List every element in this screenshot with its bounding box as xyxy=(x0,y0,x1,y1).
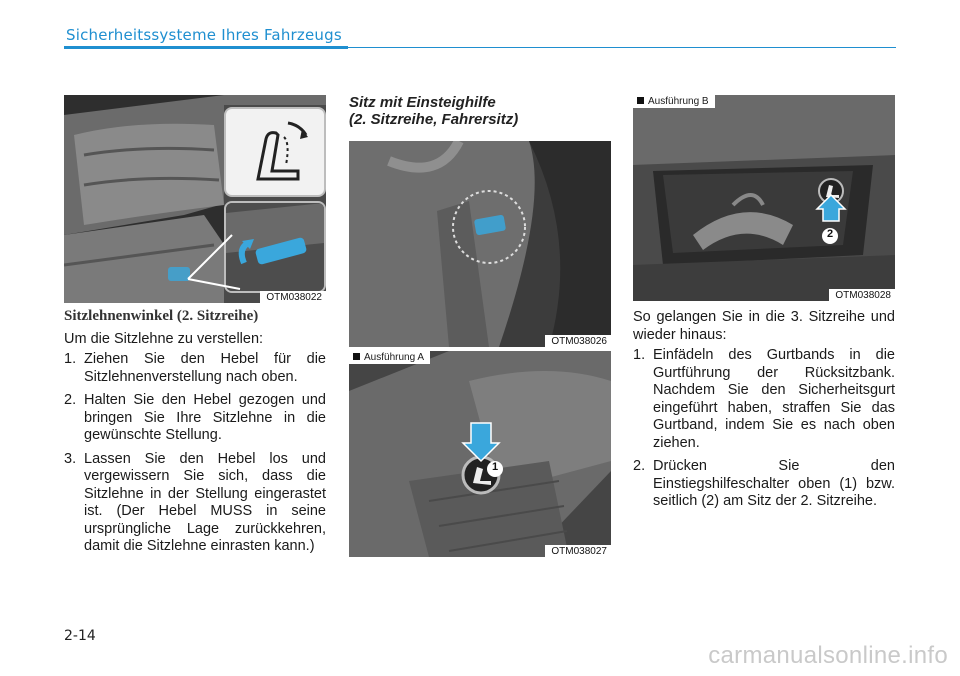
seat-recline-photo xyxy=(64,95,326,303)
variant-label: Ausführung A xyxy=(349,351,430,364)
image-code: OTM038028 xyxy=(829,289,895,301)
variant-label: Ausführung B xyxy=(633,95,715,108)
list-item: 1. Ziehen Sie den Hebel für die Sitzlehnenverstellung nach oben. xyxy=(64,351,326,385)
bullet-square-icon xyxy=(637,97,644,104)
list-item: 2. Drücken Sie den Einstiegshilfeschalter oben (1) bzw. seitlich (2) am Sitz der 2. Sitzreihe. xyxy=(633,458,895,509)
left-intro: Um die Sitzlehne zu verstellen: xyxy=(64,331,264,347)
image-code: OTM038022 xyxy=(260,291,326,303)
subsection-heading-italic: Sitz mit Einsteighilfe (2. Sitzreihe, Fahrersitz) xyxy=(349,94,519,128)
left-steps-list xyxy=(64,351,326,562)
callout-number: 2 xyxy=(826,228,834,240)
image-code: OTM038027 xyxy=(545,545,611,557)
section-title: Sicherheitssysteme Ihres Fahrzeugs xyxy=(66,26,342,44)
easy-access-switch-photo-b xyxy=(633,95,895,301)
image-code: OTM038026 xyxy=(545,335,611,347)
list-item: 2. Halten Sie den Hebel gezogen und bringen Sie Ihre Sitzlehne in die gewünschte Stellung. xyxy=(64,392,326,443)
header-rule-thick xyxy=(64,46,348,49)
callout-number: 1 xyxy=(491,461,499,473)
bullet-square-icon xyxy=(353,353,360,360)
right-steps-list xyxy=(633,347,895,517)
watermark: carmanualsonline.info xyxy=(708,642,948,669)
header-rule-thin xyxy=(348,47,896,48)
list-item: 1. Einfädeln des Gurtbands in die Gurtführung der Rücksitzbank. Nachdem Sie den Sicherheitsgurt eingeführt haben, straffen Sie das Gurtband, indem Sie es nach oben ziehen. xyxy=(633,347,895,451)
seatbelt-guide-photo xyxy=(349,141,611,347)
right-intro: So gelangen Sie in die 3. Sitzreihe und wieder hinaus: xyxy=(633,309,895,343)
easy-access-switch-photo-a xyxy=(349,351,611,557)
page-number: 2-14 xyxy=(64,628,96,644)
subsection-heading: Sitzlehnenwinkel (2. Sitzreihe) xyxy=(64,308,259,324)
list-item: 3. Lassen Sie den Hebel los und vergewissern Sie sich, dass die Sitzlehne in der Stellung eingerastet ist. (Der Hebel MUSS in seine ursprüngliche Lage zurückkehren, damit die Sitzlehne einrasten kann.) xyxy=(64,450,326,554)
